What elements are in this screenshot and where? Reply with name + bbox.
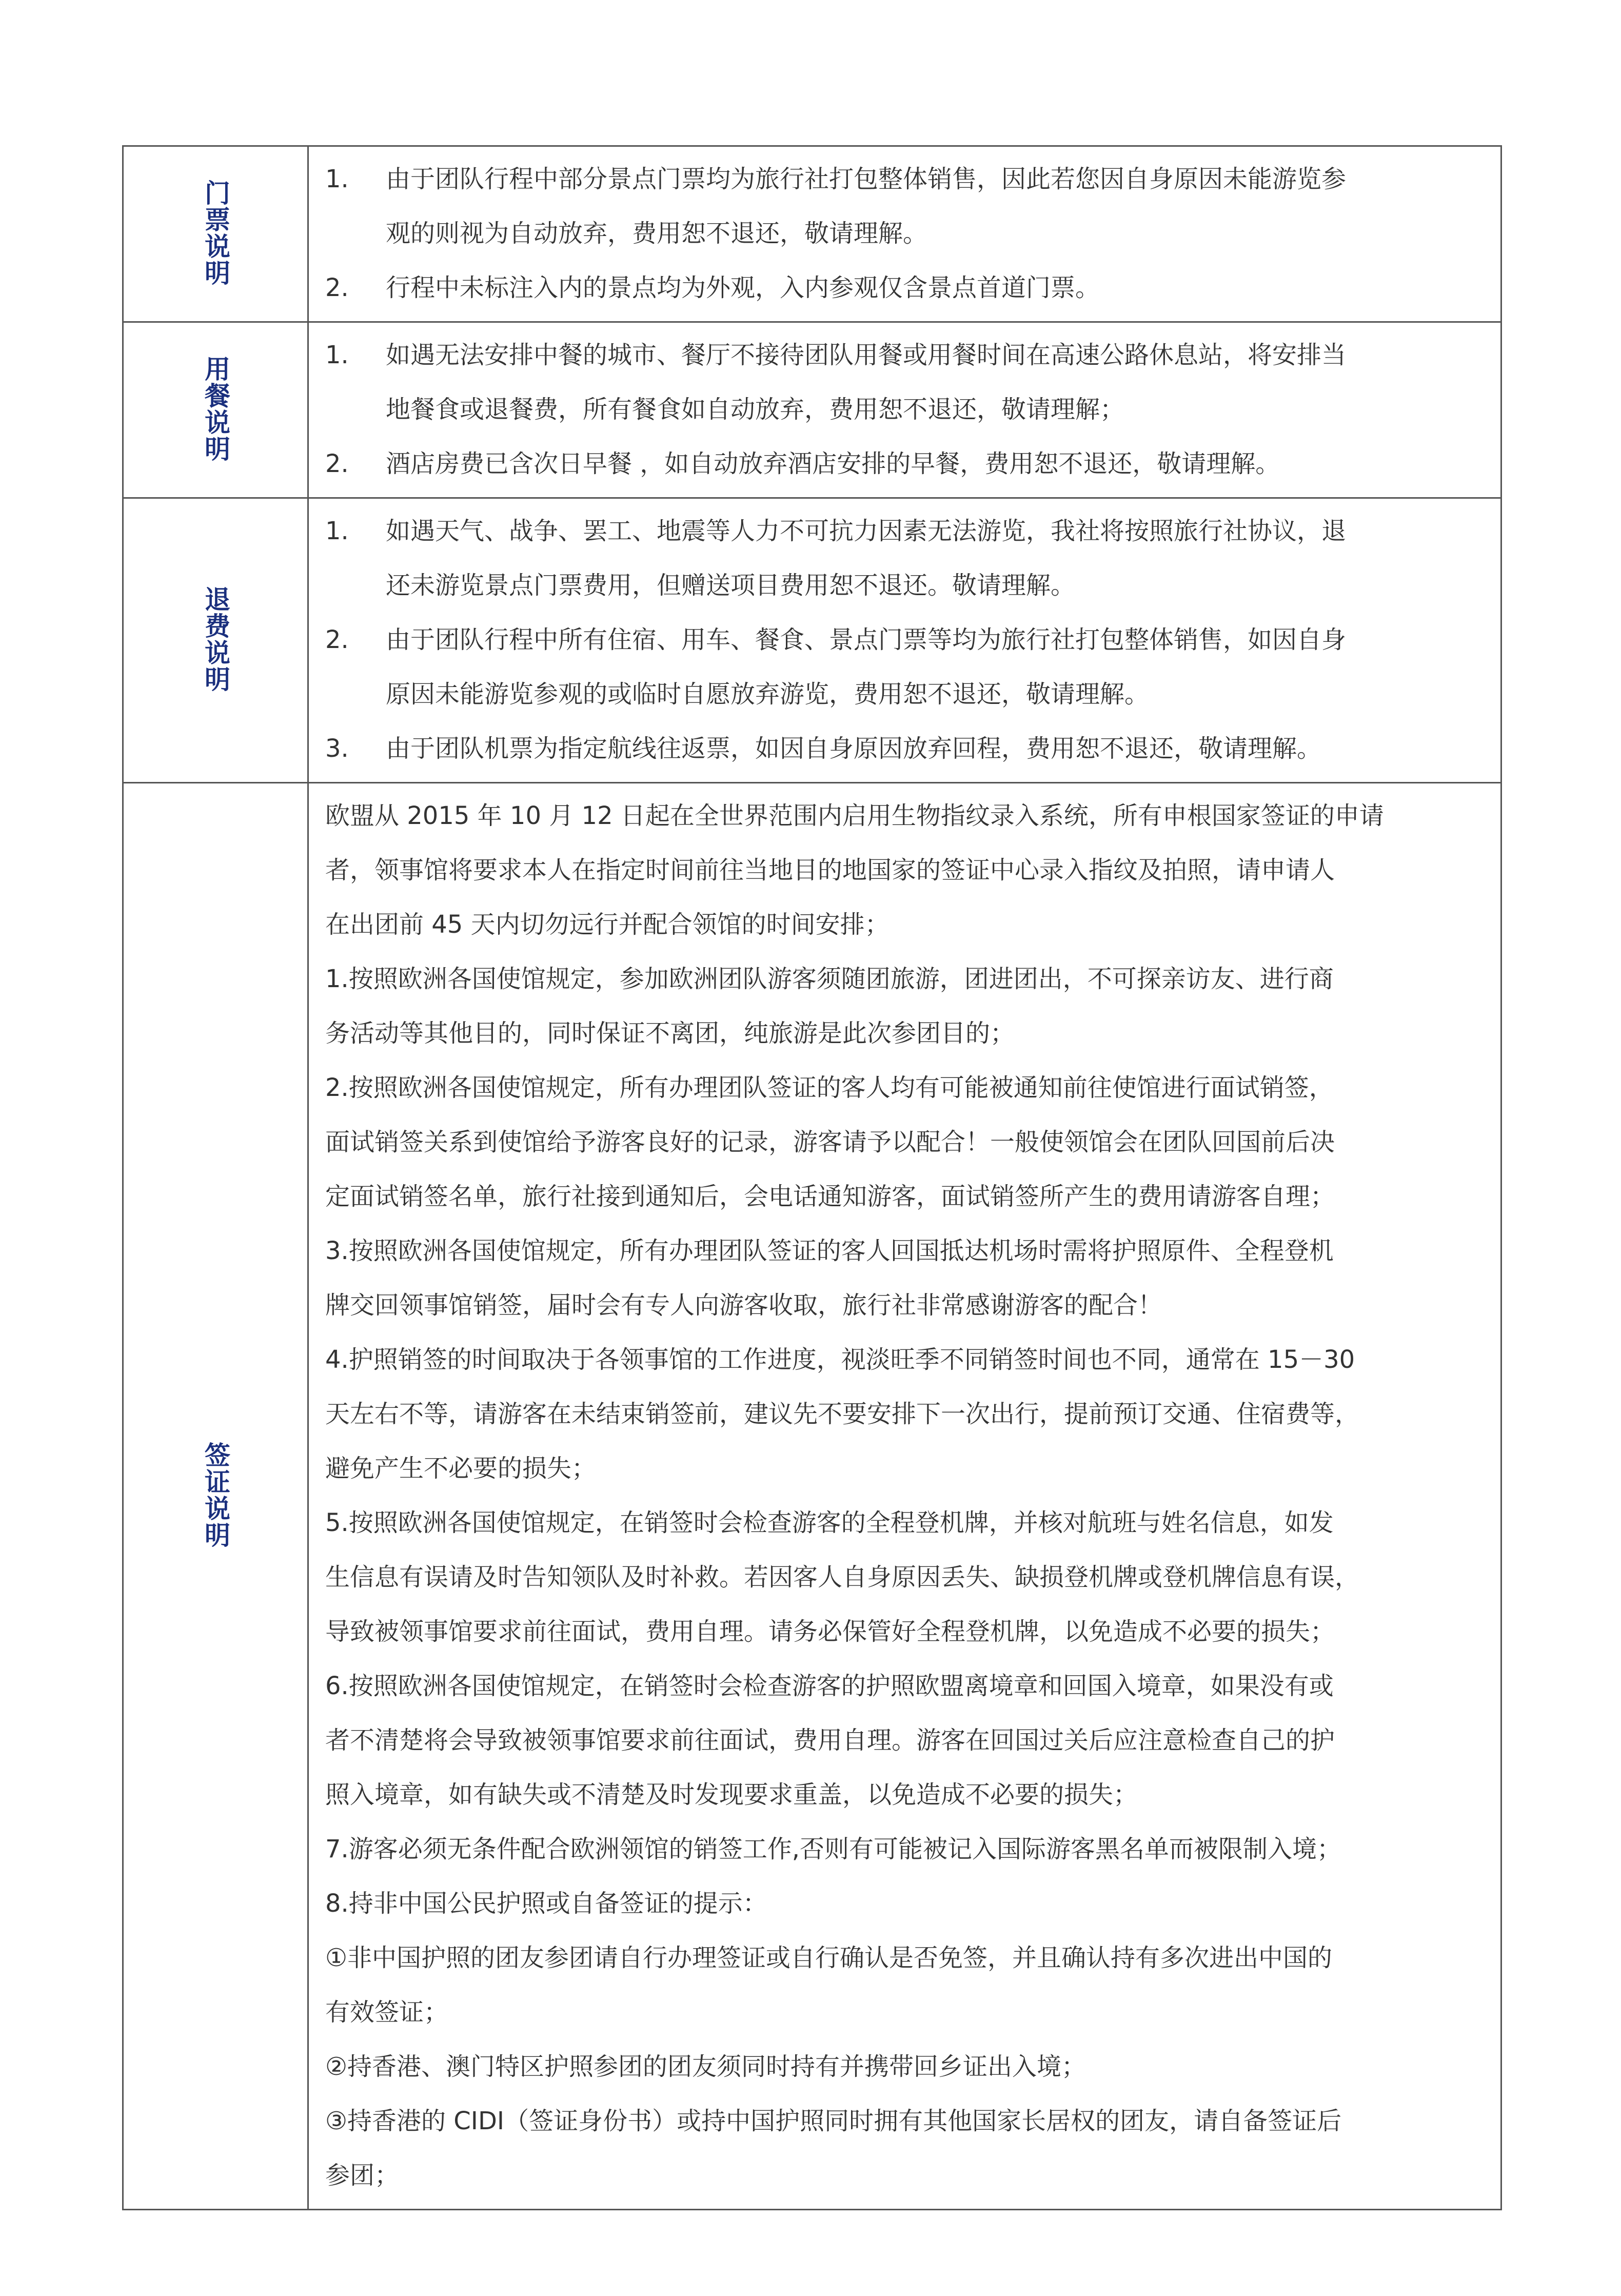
line-text: ①非中国护照的团友参团请自行办理签证或自行确认是否免签，并且确认持有多次进出中国的 xyxy=(325,1944,1333,1972)
section-label: 退费说明 xyxy=(201,586,230,693)
text-line xyxy=(325,667,1486,721)
line-text: 酒店房费已含次日早餐 ，如自动放弃酒店安排的早餐，费用恕不退还，敬请理解。 xyxy=(386,449,1280,478)
text-line xyxy=(325,952,1486,1006)
text-line xyxy=(325,1441,1486,1496)
line-text: 牌交回领事馆销签，届时会有专人向游客收取，旅行社非常感谢游客的配合！ xyxy=(325,1291,1163,1320)
line-text: 4.护照销签的时间取决于各领事馆的工作进度，视淡旺季不同销签时间也不同，通常在 15－30 xyxy=(325,1345,1355,1374)
line-text: 由于团队行程中部分景点门票均为旅行社打包整体销售，因此若您因自身原因未能游览参 xyxy=(386,165,1347,193)
list-number: 2. xyxy=(325,273,349,302)
text-line xyxy=(325,613,1486,667)
line-text: 天左右不等，请游客在未结束销签前，建议先不要安排下一次出行，提前预订交通、住宿费等， xyxy=(325,1400,1360,1428)
list-number: 1. xyxy=(325,341,349,369)
section-content xyxy=(325,323,1486,497)
line-text: 导致被领事馆要求前往面试，费用自理。请务必保管好全程登机牌，以免造成不必要的损失； xyxy=(325,1617,1335,1646)
line-text: 5.按照欧洲各国使馆规定，在销签时会检查游客的全程登机牌，并核对航班与姓名信息，如发 xyxy=(325,1508,1334,1537)
line-text: 欧盟从 2015 年 10 月 12 日起在全世界范围内启用生物指纹录入系统，所有申根国家签证的申请 xyxy=(325,801,1384,830)
text-line xyxy=(325,1387,1486,1441)
list-number: 2. xyxy=(325,449,349,478)
section-label-cell xyxy=(123,783,308,2210)
line-text: 2.按照欧洲各国使馆规定，所有办理团队签证的客人均有可能被通知前往使馆进行面试销签， xyxy=(325,1073,1334,1102)
line-text: 如遇无法安排中餐的城市、餐厅不接待团队用餐或用餐时间在高速公路休息站，将安排当 xyxy=(386,341,1347,369)
section-content-cell xyxy=(308,498,1501,783)
line-text: 如遇天气、战争、罢工、地震等人力不可抗力因素无法游览，我社将按照旅行社协议，退 xyxy=(386,517,1347,545)
text-line xyxy=(325,1061,1486,1115)
text-line xyxy=(325,1169,1486,1224)
text-line xyxy=(325,152,1486,206)
section-content xyxy=(325,783,1486,2209)
text-line xyxy=(325,504,1486,558)
line-text: 还未游览景点门票费用，但赠送项目费用恕不退还。敬请理解。 xyxy=(386,571,1076,600)
line-text: 地餐食或退餐费，所有餐食如自动放弃，费用恕不退还，敬请理解； xyxy=(386,395,1125,424)
text-line xyxy=(325,721,1486,776)
section-label: 签证说明 xyxy=(201,1442,230,1548)
line-text: 有效签证； xyxy=(325,1998,449,2027)
section-row-refunds xyxy=(123,498,1501,783)
line-text: ③持香港的 CIDI（签证身份书）或持中国护照同时拥有其他国家长居权的团友，请自备签证后 xyxy=(325,2107,1342,2135)
section-label: 用餐说明 xyxy=(201,356,230,462)
text-line xyxy=(325,1822,1486,1876)
section-row-meals xyxy=(123,322,1501,498)
line-text: 者，领事馆将要求本人在指定时间前往当地目的地国家的签证中心录入指纹及拍照，请申请人 xyxy=(325,856,1335,885)
text-line xyxy=(325,1224,1486,1278)
line-text: 参团； xyxy=(325,2161,400,2190)
text-line xyxy=(325,1713,1486,1768)
section-label: 门票说明 xyxy=(201,180,230,286)
text-line xyxy=(325,897,1486,952)
line-text: 行程中未标注入内的景点均为外观，入内参观仅含景点首道门票。 xyxy=(386,273,1100,302)
text-line xyxy=(325,1931,1486,1985)
line-text: 生信息有误请及时告知领队及时补救。若因客人自身原因丢失、缺损登机牌或登机牌信息有误， xyxy=(325,1563,1360,1592)
line-text: 面试销签关系到使馆给予游客良好的记录，游客请予以配合！一般使领馆会在团队回国前后决 xyxy=(325,1128,1335,1156)
section-row-tickets xyxy=(123,146,1501,322)
line-text: ②持香港、澳门特区护照参团的团友须同时持有并携带回乡证出入境； xyxy=(325,2052,1086,2081)
line-text: 照入境章，如有缺失或不清楚及时发现要求重盖，以免造成不必要的损失； xyxy=(325,1780,1138,1809)
text-line xyxy=(325,1604,1486,1659)
text-line xyxy=(325,2148,1486,2203)
text-line xyxy=(325,558,1486,613)
text-line xyxy=(325,261,1486,315)
section-content-cell xyxy=(308,146,1501,322)
line-text: 由于团队行程中所有住宿、用车、餐食、景点门票等均为旅行社打包整体销售，如因自身 xyxy=(386,625,1347,654)
text-line xyxy=(325,1496,1486,1550)
text-line xyxy=(325,1659,1486,1713)
text-line xyxy=(325,328,1486,382)
text-line xyxy=(325,1115,1486,1169)
line-text: 务活动等其他目的，同时保证不离团，纯旅游是此次参团目的； xyxy=(325,1019,1015,1048)
section-row-visa xyxy=(123,783,1501,2210)
text-line xyxy=(325,2039,1486,2094)
section-content xyxy=(325,147,1486,321)
line-text: 8.持非中国公民护照或自备签证的提示： xyxy=(325,1889,767,1918)
text-line xyxy=(325,437,1486,491)
text-line xyxy=(325,1278,1486,1332)
list-number: 3. xyxy=(325,734,349,763)
text-line xyxy=(325,1985,1486,2039)
text-line xyxy=(325,1006,1486,1061)
travel-notes-table xyxy=(122,145,1502,2210)
line-text: 在出团前 45 天内切勿远行并配合领馆的时间安排； xyxy=(325,910,889,939)
text-line xyxy=(325,382,1486,437)
section-label-cell xyxy=(123,322,308,498)
line-text: 3.按照欧洲各国使馆规定，所有办理团队签证的客人回国抵达机场时需将护照原件、全程登机 xyxy=(325,1237,1334,1265)
line-text: 7.游客必须无条件配合欧洲领馆的销签工作,否则有可能被记入国际游客黑名单而被限制入境； xyxy=(325,1835,1342,1863)
text-line xyxy=(325,1768,1486,1822)
line-text: 者不清楚将会导致被领事馆要求前往面试，费用自理。游客在回国过关后应注意检查自己的护 xyxy=(325,1726,1335,1755)
list-number: 1. xyxy=(325,165,349,193)
text-line xyxy=(325,2094,1486,2148)
line-text: 6.按照欧洲各国使馆规定，在销签时会检查游客的护照欧盟离境章和回国入境章，如果没有或 xyxy=(325,1672,1334,1700)
section-label-cell xyxy=(123,498,308,783)
line-text: 由于团队机票为指定航线往返票，如因自身原因放弃回程，费用恕不退还，敬请理解。 xyxy=(386,734,1322,763)
section-label-cell xyxy=(123,146,308,322)
section-content xyxy=(325,499,1486,782)
line-text: 原因未能游览参观的或临时自愿放弃游览，费用恕不退还，敬请理解。 xyxy=(386,680,1150,709)
line-text: 观的则视为自动放弃，费用恕不退还，敬请理解。 xyxy=(386,219,928,248)
section-content-cell xyxy=(308,322,1501,498)
list-number: 2. xyxy=(325,625,349,654)
list-number: 1. xyxy=(325,517,349,545)
text-line xyxy=(325,789,1486,843)
text-line xyxy=(325,1550,1486,1604)
text-line xyxy=(325,843,1486,897)
line-text: 定面试销签名单，旅行社接到通知后，会电话通知游客，面试销签所产生的费用请游客自理； xyxy=(325,1182,1335,1211)
line-text: 1.按照欧洲各国使馆规定，参加欧洲团队游客须随团旅游，团进团出，不可探亲访友、进行商 xyxy=(325,965,1334,993)
table-body xyxy=(123,146,1501,2210)
text-line xyxy=(325,1876,1486,1931)
text-line xyxy=(325,206,1486,261)
section-content-cell xyxy=(308,783,1501,2210)
line-text: 避免产生不必要的损失； xyxy=(325,1454,597,1483)
text-line xyxy=(325,1332,1486,1387)
